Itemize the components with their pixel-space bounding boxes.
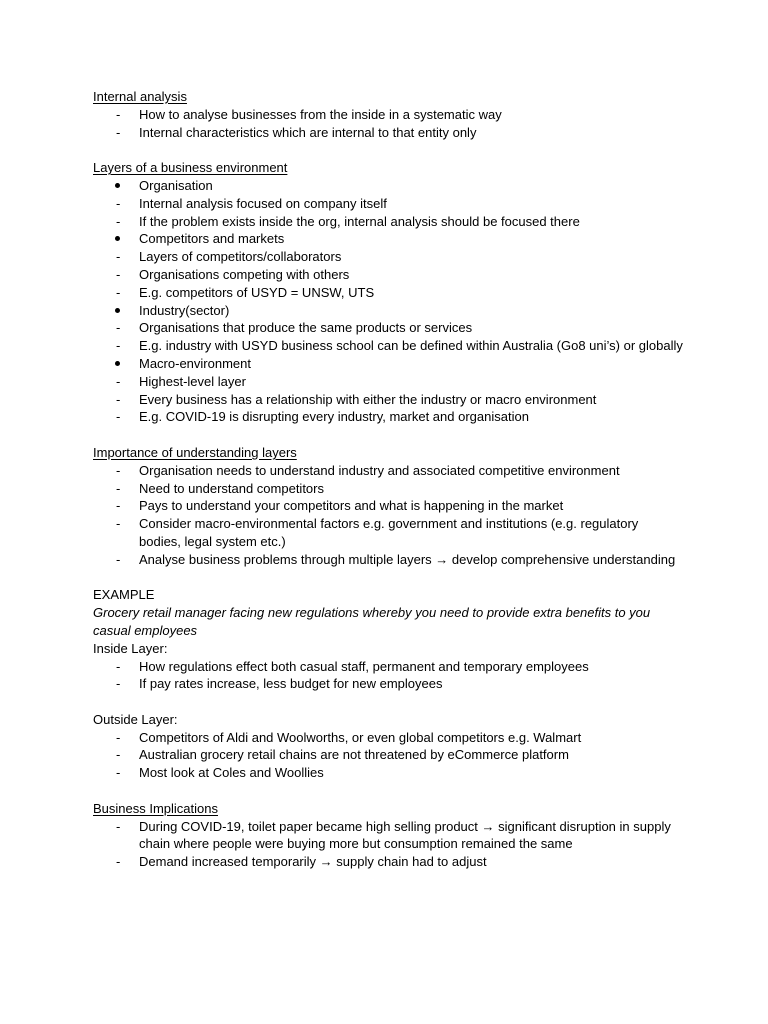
dash-marker <box>93 391 139 409</box>
dash-marker <box>93 729 139 747</box>
list-item: - Organisations competing with others <box>93 266 683 284</box>
dash-marker <box>93 124 139 142</box>
dash-marker <box>93 284 139 302</box>
dash-marker <box>93 106 139 124</box>
dash-marker <box>93 319 139 337</box>
list-item: - If pay rates increase, less budget for new employees <box>93 675 683 693</box>
bullet-marker <box>93 355 139 373</box>
list-item: - Pays to understand your competitors and what is happening in the market <box>93 497 683 515</box>
bullet-marker <box>93 230 139 248</box>
inside-layer-label: Inside Layer: <box>93 640 168 656</box>
list-item: - If the problem exists inside the org, internal analysis should be focused there <box>93 213 683 231</box>
example-scenario: Grocery retail manager facing new regulations whereby you need to provide extra benefits to you casual employees <box>93 605 651 638</box>
example-label: EXAMPLE <box>93 587 155 603</box>
bullet-marker <box>93 302 139 320</box>
list-item: - Organisations that produce the same products or services <box>93 319 683 337</box>
dash-marker <box>93 408 139 426</box>
list-item: - Layers of competitors/collaborators <box>93 248 683 266</box>
list-item: - Internal analysis focused on company itself <box>93 195 683 213</box>
dash-marker <box>93 675 139 693</box>
bullet-list-item: Competitors and markets <box>93 230 683 248</box>
dash-marker <box>93 764 139 782</box>
heading-importance: Importance of understanding layers <box>93 444 297 460</box>
heading-business-implications: Business Implications <box>93 800 218 816</box>
list-item: - Demand increased temporarily → supply chain had to adjust <box>93 853 683 871</box>
arrow-right-icon: → <box>319 854 333 870</box>
list-item: - Competitors of Aldi and Woolworths, or even global competitors e.g. Walmart <box>93 729 683 747</box>
list-item: - Most look at Coles and Woollies <box>93 764 683 782</box>
heading-internal-analysis: Internal analysis <box>93 89 187 104</box>
dash-marker <box>93 480 139 498</box>
list-item: - How regulations effect both casual staff, permanent and temporary employees <box>93 658 683 676</box>
list-item: - Need to understand competitors <box>93 480 683 498</box>
bullet-list-item: Organisation <box>93 177 683 195</box>
arrow-right-icon: → <box>435 551 449 567</box>
list-item: - How to analyse businesses from the inside in a systematic way <box>93 106 683 124</box>
dash-marker <box>93 337 139 355</box>
dash-marker <box>93 462 139 480</box>
outside-layer-label: Outside Layer: <box>93 711 178 727</box>
list-item: - E.g. competitors of USYD = UNSW, UTS <box>93 284 683 302</box>
dash-marker <box>93 551 139 569</box>
list-item: - Every business has a relationship with either the industry or macro environment <box>93 391 683 409</box>
list-item: - Internal characteristics which are internal to that entity only <box>93 124 683 142</box>
list-item: - Consider macro-environmental factors e.g. government and institutions (e.g. regulatory bodies, legal system etc.) <box>93 515 683 551</box>
arrow-right-icon: → <box>481 818 495 834</box>
document-body <box>93 88 683 871</box>
layers-list <box>93 177 683 426</box>
dash-marker <box>93 248 139 266</box>
dash-marker <box>93 658 139 676</box>
dash-marker <box>93 818 139 854</box>
list-item: - Highest-level layer <box>93 373 683 391</box>
dash-marker <box>93 853 139 871</box>
list-item: - Organisation needs to understand industry and associated competitive environment <box>93 462 683 480</box>
bullet-list-item: Macro-environment <box>93 355 683 373</box>
dash-marker <box>93 515 139 551</box>
bullet-marker <box>93 177 139 195</box>
heading-layers: Layers of a business environment <box>93 160 288 176</box>
dash-marker <box>93 195 139 213</box>
dash-marker <box>93 746 139 764</box>
list-item: - E.g. industry with USYD business school can be defined within Australia (Go8 uni’s) or globally <box>93 337 683 355</box>
dash-marker <box>93 497 139 515</box>
dash-marker <box>93 266 139 284</box>
list-item: - Analyse business problems through multiple layers → develop comprehensive understanding <box>93 551 683 569</box>
list-item: - During COVID-19, toilet paper became high selling product → significant disruption in supply chain where people were buying more but consumption remained the same <box>93 818 683 854</box>
dash-marker <box>93 213 139 231</box>
list-item: - E.g. COVID-19 is disrupting every industry, market and organisation <box>93 408 683 426</box>
bullet-list-item: Industry(sector) <box>93 302 683 320</box>
dash-marker <box>93 373 139 391</box>
list-item: - Australian grocery retail chains are not threatened by eCommerce platform <box>93 746 683 764</box>
